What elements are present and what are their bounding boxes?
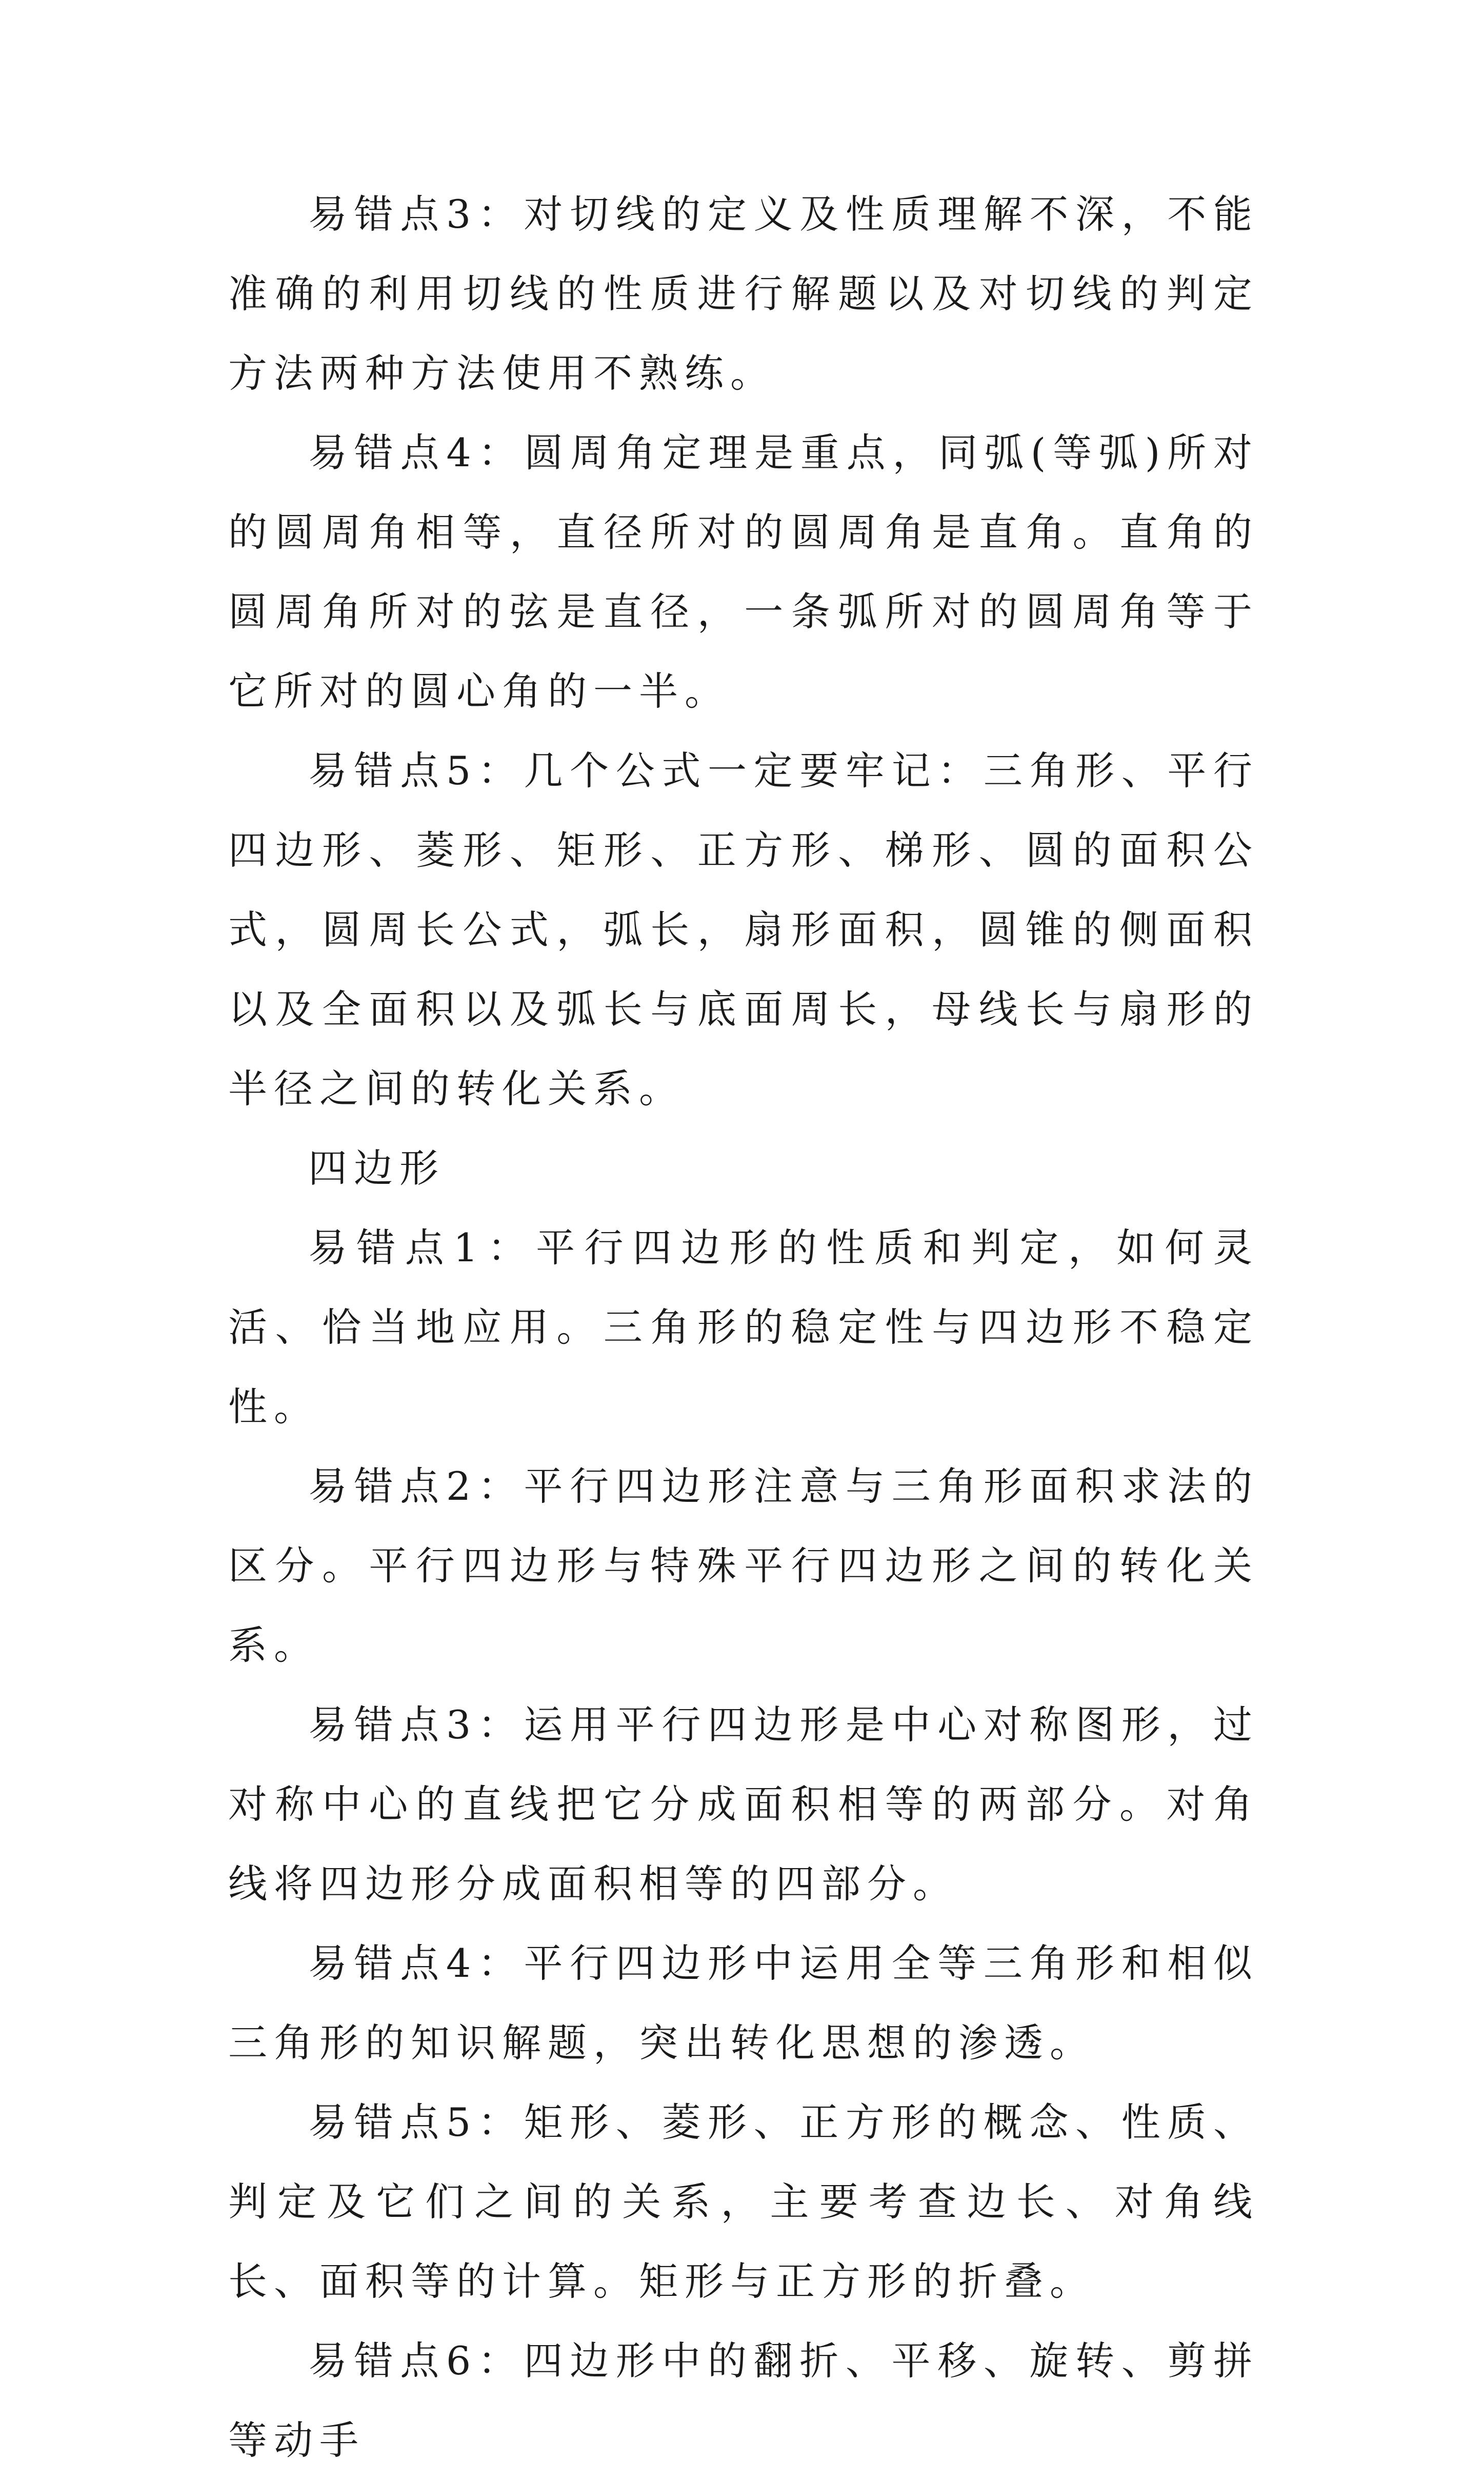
paragraph-quad-error-5: 易错点5：矩形、菱形、正方形的概念、性质、判定及它们之间的关系，主要考查边长、对角线长、面积等的计算。矩形与正方形的折叠。	[228, 2099, 1259, 2304]
paragraph-quad-error-1: 易错点1：平行四边形的性质和判定，如何灵活、恰当地应用。三角形的稳定性与四边形不稳定性。	[228, 1225, 1259, 1430]
document-body	[228, 174, 1259, 2480]
section-heading-quadrilateral: 四边形	[308, 1145, 445, 1191]
paragraph-quad-error-2: 易错点2：平行四边形注意与三角形面积求法的区分。平行四边形与特殊平行四边形之间的转化关系。	[228, 1463, 1259, 1668]
paragraph-quad-error-4: 易错点4：平行四边形中运用全等三角形和相似三角形的知识解题，突出转化思想的渗透。	[228, 1940, 1259, 2066]
paragraph-inscribed-angle-error-4: 易错点4：圆周角定理是重点，同弧(等弧)所对的圆周角相等，直径所对的圆周角是直角。直角的圆周角所对的弦是直径，一条弧所对的圆周角等于它所对的圆心角的一半。	[228, 430, 1259, 714]
paragraph-quad-error-3: 易错点3：运用平行四边形是中心对称图形，过对称中心的直线把它分成面积相等的两部分。对角线将四边形分成面积相等的四部分。	[228, 1702, 1259, 1907]
paragraph-quad-error-6: 易错点6：四边形中的翻折、平移、旋转、剪拼等动手	[228, 2338, 1259, 2463]
paragraph-formulas-error-5: 易错点5：几个公式一定要牢记：三角形、平行四边形、菱形、矩形、正方形、梯形、圆的面积公式，圆周长公式，弧长，扇形面积，圆锥的侧面积以及全面积以及弧长与底面周长，母线长与扇形的半径之间的转化关系。	[228, 748, 1259, 1112]
paragraph-tangent-error-3: 易错点3：对切线的定义及性质理解不深，不能准确的利用切线的性质进行解题以及对切线的判定方法两种方法使用不熟练。	[228, 191, 1259, 396]
